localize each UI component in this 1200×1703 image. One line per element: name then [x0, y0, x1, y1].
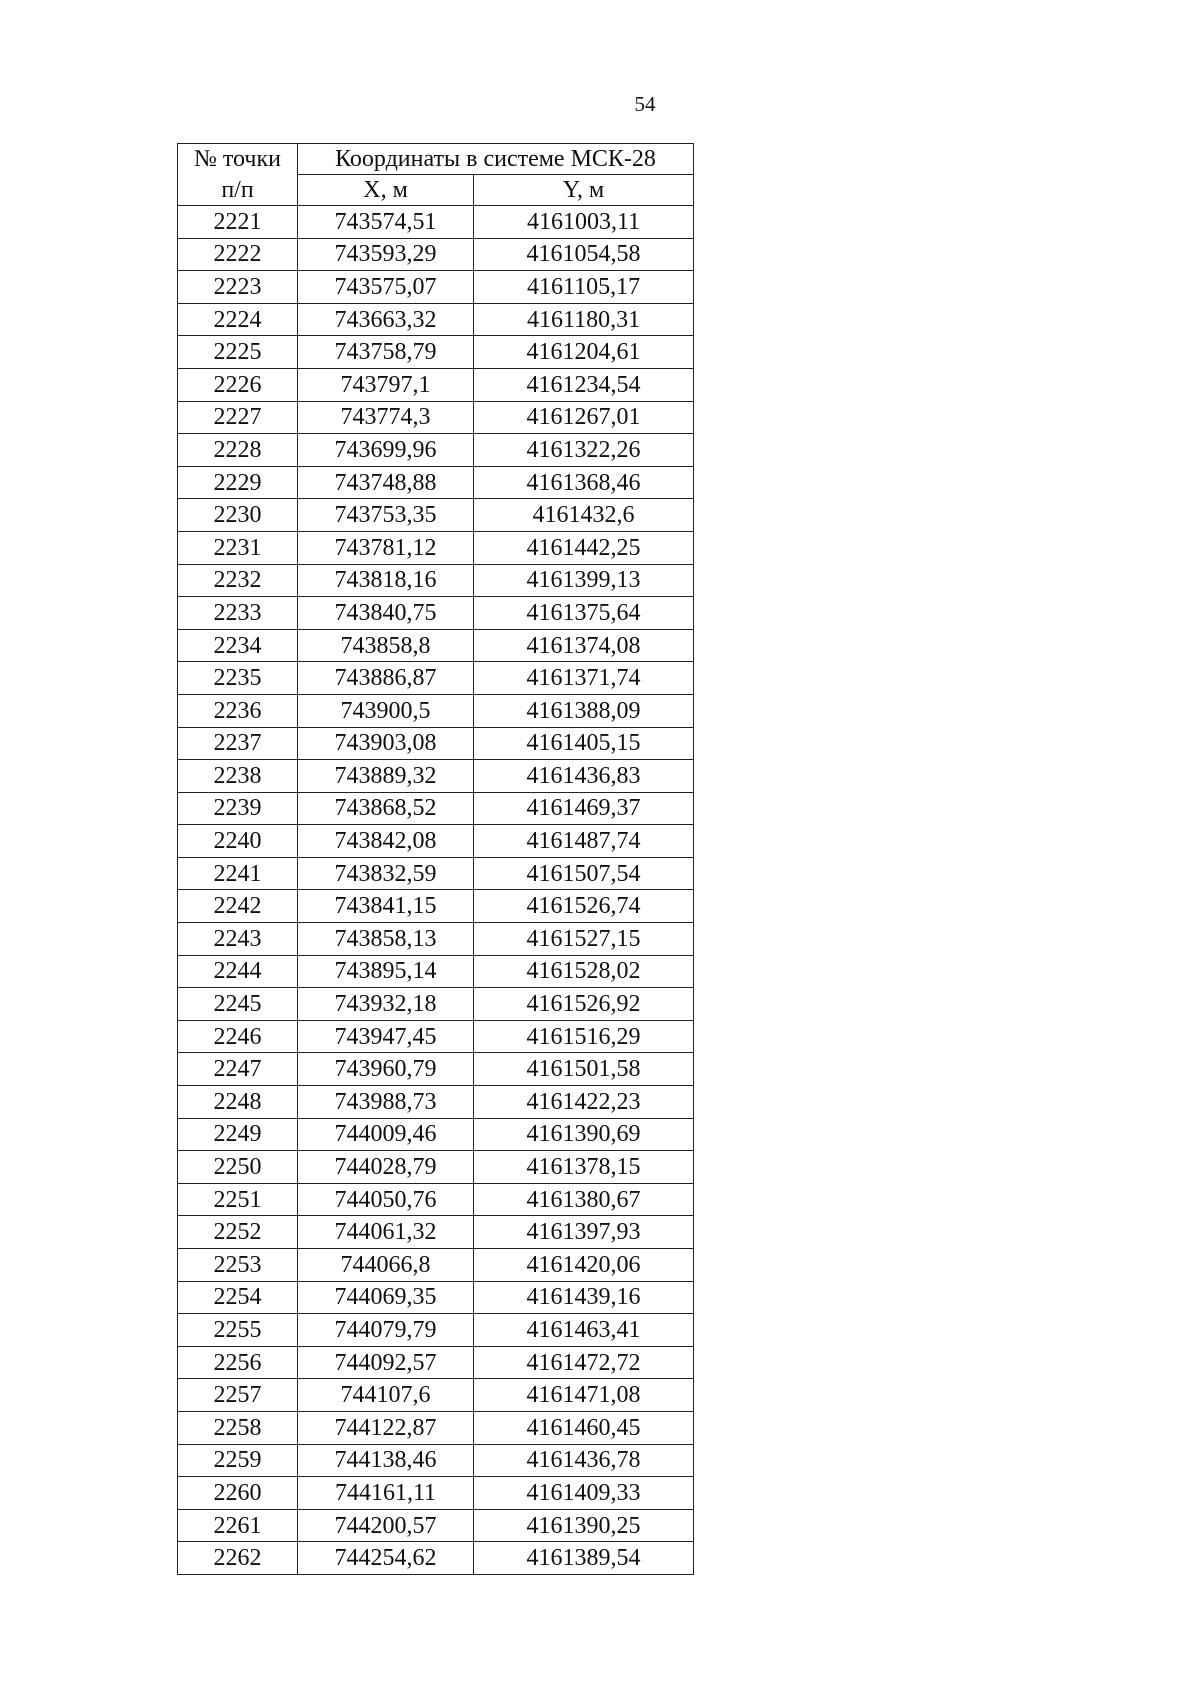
point-number-cell: 2237	[178, 727, 298, 760]
x-coordinate-cell: 743868,52	[298, 792, 474, 825]
x-coordinate-cell: 743842,08	[298, 825, 474, 858]
table-row	[178, 1379, 694, 1412]
point-number-cell: 2262	[178, 1542, 298, 1575]
x-coordinate-cell: 743832,59	[298, 857, 474, 890]
table-row	[178, 1411, 694, 1444]
y-coordinate-cell: 4161409,33	[474, 1477, 694, 1510]
y-coordinate-cell: 4161516,29	[474, 1020, 694, 1053]
point-number-cell: 2256	[178, 1346, 298, 1379]
point-number-cell: 2258	[178, 1411, 298, 1444]
x-coordinate-cell: 744066,8	[298, 1249, 474, 1282]
y-coordinate-cell: 4161436,83	[474, 760, 694, 793]
x-coordinate-cell: 743574,51	[298, 206, 474, 239]
table-row	[178, 368, 694, 401]
x-coordinate-cell: 743593,29	[298, 238, 474, 271]
x-coordinate-cell: 744069,35	[298, 1281, 474, 1314]
point-number-cell: 2245	[178, 988, 298, 1021]
table-row	[178, 531, 694, 564]
table-row	[178, 499, 694, 532]
y-coordinate-cell: 4161003,11	[474, 206, 694, 239]
x-coordinate-cell: 744254,62	[298, 1542, 474, 1575]
table-row	[178, 271, 694, 304]
y-coordinate-cell: 4161267,01	[474, 401, 694, 434]
point-number-cell: 2234	[178, 629, 298, 662]
y-coordinate-cell: 4161526,92	[474, 988, 694, 1021]
point-number-cell: 2248	[178, 1086, 298, 1119]
point-number-cell: 2238	[178, 760, 298, 793]
point-number-cell: 2235	[178, 662, 298, 695]
y-coordinate-cell: 4161378,15	[474, 1151, 694, 1184]
x-coordinate-cell: 743903,08	[298, 727, 474, 760]
x-coordinate-cell: 744092,57	[298, 1346, 474, 1379]
table-row	[178, 466, 694, 499]
y-coordinate-cell: 4161436,78	[474, 1444, 694, 1477]
coordinates-table	[177, 143, 694, 1575]
x-coordinate-cell: 743758,79	[298, 336, 474, 369]
y-coordinate-cell: 4161432,6	[474, 499, 694, 532]
x-coordinate-cell: 743960,79	[298, 1053, 474, 1086]
x-coordinate-cell: 743840,75	[298, 597, 474, 630]
point-number-cell: 2222	[178, 238, 298, 271]
y-coordinate-cell: 4161388,09	[474, 694, 694, 727]
table-row	[178, 694, 694, 727]
y-coordinate-cell: 4161527,15	[474, 923, 694, 956]
x-coordinate-cell: 743663,32	[298, 303, 474, 336]
y-coordinate-cell: 4161528,02	[474, 955, 694, 988]
point-number-subheader: п/п	[178, 175, 298, 206]
table-row	[178, 760, 694, 793]
table-row	[178, 206, 694, 239]
x-coordinate-cell: 744028,79	[298, 1151, 474, 1184]
y-coordinate-cell: 4161322,26	[474, 434, 694, 467]
y-coordinate-cell: 4161463,41	[474, 1314, 694, 1347]
y-coordinate-cell: 4161469,37	[474, 792, 694, 825]
y-coordinate-cell: 4161405,15	[474, 727, 694, 760]
y-coordinate-cell: 4161105,17	[474, 271, 694, 304]
x-coordinate-cell: 743895,14	[298, 955, 474, 988]
table-row	[178, 629, 694, 662]
y-coordinate-cell: 4161420,06	[474, 1249, 694, 1282]
table-row	[178, 1216, 694, 1249]
y-coordinate-cell: 4161507,54	[474, 857, 694, 890]
table-row	[178, 303, 694, 336]
point-number-cell: 2236	[178, 694, 298, 727]
table-row	[178, 890, 694, 923]
x-coordinate-cell: 744161,11	[298, 1477, 474, 1510]
coordinates-system-header: Координаты в системе МСК-28	[298, 144, 694, 175]
y-coordinate-cell: 4161374,08	[474, 629, 694, 662]
y-coordinate-cell: 4161180,31	[474, 303, 694, 336]
point-number-cell: 2223	[178, 271, 298, 304]
point-number-cell: 2244	[178, 955, 298, 988]
y-coordinate-cell: 4161368,46	[474, 466, 694, 499]
table-row	[178, 955, 694, 988]
x-column-header: X, м	[298, 175, 474, 206]
table-row	[178, 1151, 694, 1184]
table-row	[178, 1053, 694, 1086]
y-coordinate-cell: 4161371,74	[474, 662, 694, 695]
point-number-cell: 2254	[178, 1281, 298, 1314]
table-row	[178, 1281, 694, 1314]
page-number: 54	[634, 92, 656, 116]
point-number-cell: 2257	[178, 1379, 298, 1412]
table-row	[178, 923, 694, 956]
point-number-cell: 2225	[178, 336, 298, 369]
x-coordinate-cell: 743988,73	[298, 1086, 474, 1119]
table-row	[178, 434, 694, 467]
y-coordinate-cell: 4161471,08	[474, 1379, 694, 1412]
point-number-cell: 2252	[178, 1216, 298, 1249]
point-number-cell: 2253	[178, 1249, 298, 1282]
point-number-cell: 2243	[178, 923, 298, 956]
point-number-cell: 2250	[178, 1151, 298, 1184]
y-coordinate-cell: 4161390,69	[474, 1118, 694, 1151]
x-coordinate-cell: 744138,46	[298, 1444, 474, 1477]
table-header	[178, 144, 694, 206]
x-coordinate-cell: 743886,87	[298, 662, 474, 695]
table-row	[178, 1020, 694, 1053]
point-number-cell: 2226	[178, 368, 298, 401]
point-number-cell: 2232	[178, 564, 298, 597]
table-row	[178, 1314, 694, 1347]
point-number-cell: 2246	[178, 1020, 298, 1053]
x-coordinate-cell: 743889,32	[298, 760, 474, 793]
table-row	[178, 1542, 694, 1575]
y-coordinate-cell: 4161204,61	[474, 336, 694, 369]
table-row	[178, 336, 694, 369]
x-coordinate-cell: 743818,16	[298, 564, 474, 597]
y-coordinate-cell: 4161501,58	[474, 1053, 694, 1086]
table-row	[178, 564, 694, 597]
table-row	[178, 1346, 694, 1379]
table-row	[178, 1118, 694, 1151]
point-number-cell: 2230	[178, 499, 298, 532]
x-coordinate-cell: 743753,35	[298, 499, 474, 532]
table-row	[178, 1183, 694, 1216]
x-coordinate-cell: 743781,12	[298, 531, 474, 564]
point-number-cell: 2261	[178, 1509, 298, 1542]
y-coordinate-cell: 4161487,74	[474, 825, 694, 858]
table-row	[178, 988, 694, 1021]
table-row	[178, 401, 694, 434]
table-row	[178, 1086, 694, 1119]
point-number-cell: 2259	[178, 1444, 298, 1477]
point-number-cell: 2240	[178, 825, 298, 858]
point-number-cell: 2239	[178, 792, 298, 825]
y-coordinate-cell: 4161390,25	[474, 1509, 694, 1542]
x-coordinate-cell: 744009,46	[298, 1118, 474, 1151]
x-coordinate-cell: 743797,1	[298, 368, 474, 401]
point-number-cell: 2249	[178, 1118, 298, 1151]
y-coordinate-cell: 4161399,13	[474, 564, 694, 597]
y-coordinate-cell: 4161234,54	[474, 368, 694, 401]
x-coordinate-cell: 744050,76	[298, 1183, 474, 1216]
x-coordinate-cell: 744200,57	[298, 1509, 474, 1542]
table-row	[178, 238, 694, 271]
x-coordinate-cell: 743858,8	[298, 629, 474, 662]
y-coordinate-cell: 4161054,58	[474, 238, 694, 271]
table-row	[178, 792, 694, 825]
y-coordinate-cell: 4161375,64	[474, 597, 694, 630]
table-row	[178, 727, 694, 760]
point-number-cell: 2224	[178, 303, 298, 336]
y-coordinate-cell: 4161389,54	[474, 1542, 694, 1575]
x-coordinate-cell: 744107,6	[298, 1379, 474, 1412]
point-number-cell: 2229	[178, 466, 298, 499]
point-number-header: № точки	[178, 144, 298, 175]
x-coordinate-cell: 743947,45	[298, 1020, 474, 1053]
point-number-cell: 2247	[178, 1053, 298, 1086]
table-body	[178, 206, 694, 1575]
point-number-cell: 2241	[178, 857, 298, 890]
table-row	[178, 1477, 694, 1510]
y-coordinate-cell: 4161460,45	[474, 1411, 694, 1444]
y-coordinate-cell: 4161472,72	[474, 1346, 694, 1379]
y-coordinate-cell: 4161439,16	[474, 1281, 694, 1314]
table-row	[178, 1444, 694, 1477]
x-coordinate-cell: 744061,32	[298, 1216, 474, 1249]
y-coordinate-cell: 4161380,67	[474, 1183, 694, 1216]
table-row	[178, 825, 694, 858]
point-number-cell: 2221	[178, 206, 298, 239]
point-number-cell: 2227	[178, 401, 298, 434]
point-number-cell: 2231	[178, 531, 298, 564]
x-coordinate-cell: 744122,87	[298, 1411, 474, 1444]
x-coordinate-cell: 743774,3	[298, 401, 474, 434]
point-number-cell: 2233	[178, 597, 298, 630]
y-coordinate-cell: 4161422,23	[474, 1086, 694, 1119]
x-coordinate-cell: 743575,07	[298, 271, 474, 304]
table-row	[178, 857, 694, 890]
point-number-cell: 2228	[178, 434, 298, 467]
y-coordinate-cell: 4161526,74	[474, 890, 694, 923]
table-row	[178, 1249, 694, 1282]
x-coordinate-cell: 743900,5	[298, 694, 474, 727]
point-number-cell: 2251	[178, 1183, 298, 1216]
y-column-header: Y, м	[474, 175, 694, 206]
x-coordinate-cell: 743932,18	[298, 988, 474, 1021]
y-coordinate-cell: 4161442,25	[474, 531, 694, 564]
table-row	[178, 1509, 694, 1542]
x-coordinate-cell: 744079,79	[298, 1314, 474, 1347]
point-number-cell: 2260	[178, 1477, 298, 1510]
y-coordinate-cell: 4161397,93	[474, 1216, 694, 1249]
point-number-cell: 2242	[178, 890, 298, 923]
point-number-cell: 2255	[178, 1314, 298, 1347]
table-row	[178, 662, 694, 695]
table-row	[178, 597, 694, 630]
x-coordinate-cell: 743858,13	[298, 923, 474, 956]
x-coordinate-cell: 743699,96	[298, 434, 474, 467]
x-coordinate-cell: 743841,15	[298, 890, 474, 923]
x-coordinate-cell: 743748,88	[298, 466, 474, 499]
